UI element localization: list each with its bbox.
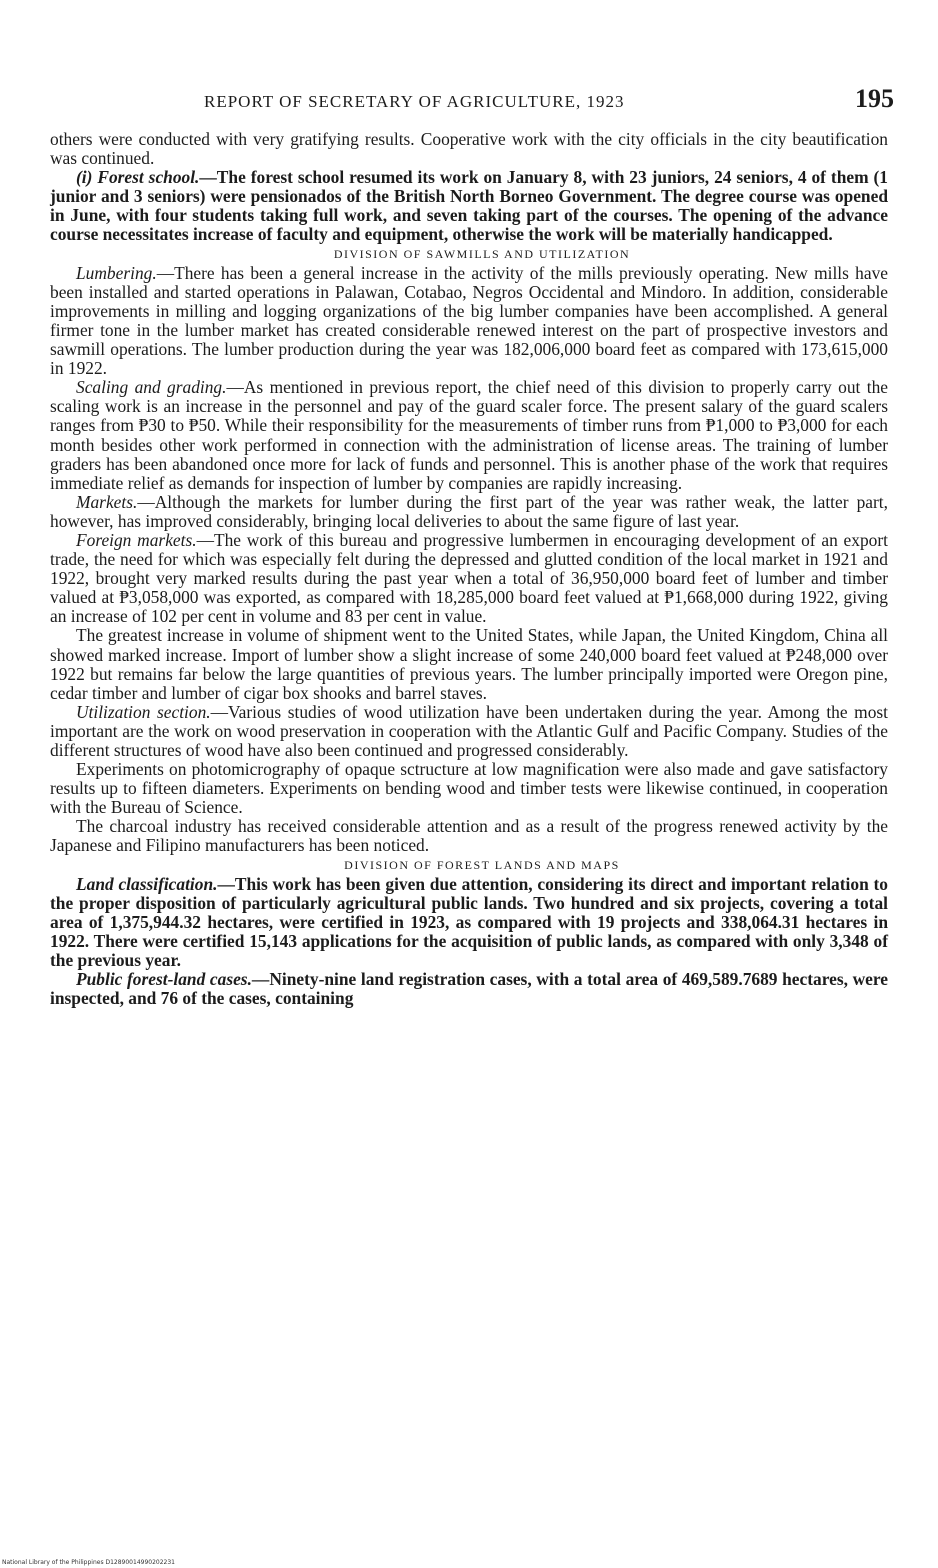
paragraph-foreign-markets: Foreign markets.—The work of this bureau and progressive lumbermen in encouraging development of an export trade, the need for which was especially felt during the depressed and glutted condition of the local market in 1921 and 1922, brought very marked results during the past year when a total of 36,950,000 board feet of lumber and timber valued at ₱3,058,000 was exported, as compared with 18,285,000 board feet valued at ₱1,668,000 during 1922, giving an increase of 102 per cent in volume and 83 per cent in value. <box>50 529 888 627</box>
scan-footer: National Library of the Philippines D12890014990202231 <box>2 1559 175 1566</box>
paragraph-markets: Markets.—Although the markets for lumber during the first part of the year was rather weak, the latter part, however, has improved considerably, bringing local deliveries to about the same figure of last year. <box>50 491 888 531</box>
running-title: REPORT OF SECRETARY OF AGRICULTURE, 1923 <box>204 92 625 111</box>
run-in-heading: Markets. <box>76 491 138 512</box>
paragraph-photomicrography: Experiments on photomicrography of opaque sctructure at low magnification were also made and gave satisfactory results up to fifteen diameters. Experiments on bending wood and timber tests were likewise continued, in cooperation with the Bureau of Science. <box>50 759 888 818</box>
paragraph-utilization: Utilization section.—Various studies of wood utilization have been undertaken during the year. Among the most important are the work on wood preservation in cooperation with the Atlantic Gulf and Pacific Company. Studies of the different structures of wood have also been continued and progressed considerably. <box>50 701 888 760</box>
run-in-heading: Utilization section. <box>76 701 211 722</box>
paragraph-charcoal: The charcoal industry has received considerable attention and as a result of the progress renewed activity by the Japanese and Filipino manufacturers has been noticed. <box>50 816 888 856</box>
section-heading-sawmills: DIVISION OF SAWMILLS AND UTILIZATION <box>333 246 631 261</box>
paragraph-lumbering: Lumbering.—There has been a general increase in the activity of the mills previously operating. New mills have been installed and started operations in Palawan, Cotabao, Negros Occidental and Mindoro. In addition, considerable improvements in milling and logging organizations of the big lumber companies have been accomplished. A general firmer tone in the lumber market has created considerable renewed interest on the part of prospective investors and sawmill operations. The lumber production during the year was 182,006,000 board feet as compared with 173,615,000 in 1922. <box>50 262 888 379</box>
paragraph-land-classification: Land classification.—This work has been given due attention, considering its direct and important relation to the proper disposition of particularly agricultural public lands. Two hundred and six projects, covering a total area of 1,375,944.32 hectares, were certified in 1923, as compared with 19 projects and 338,064.31 hectares in 1922. There were certified 15,143 applications for the acquisition of public lands, as compared with only 3,348 of the previous year. <box>50 873 888 971</box>
page-header <box>204 86 894 120</box>
run-in-heading: (i) Forest school. <box>76 167 200 188</box>
paragraph-forest-school: (i) Forest school.—The forest school resumed its work on January 8, with 23 juniors, 24 seniors, 4 of them (1 junior and 3 seniors) were pensionados of the British North Borneo Government. The degree course was opened in June, with four students taking full work, and seven taking part of the courses. The opening of the advance course necessitates increase of faculty and equipment, otherwise the work will be materially handicapped. <box>50 167 889 245</box>
run-in-heading: Foreign markets. <box>76 529 197 550</box>
run-in-heading: Lumbering. <box>76 262 157 283</box>
page-number: 195 <box>855 84 894 113</box>
run-in-heading: Land classification. <box>76 873 218 894</box>
paragraph-continued: others were conducted with very gratifying results. Cooperative work with the city officials in the city beautification was continued. <box>50 129 888 169</box>
section-heading-forest-lands: DIVISION OF FOREST LANDS AND MAPS <box>344 857 620 872</box>
paragraph-scaling-grading: Scaling and grading.—As mentioned in previous report, the chief need of this division to properly carry out the scaling work is an increase in the personnel and pay of the guard scaler force. The present salary of the guard scalers ranges from ₱30 to ₱50. While their responsibility for the measurements of timber runs from ₱1,000 to ₱3,000 for each month besides other work performed in connection with the administration of license areas. The training of lumber graders has been abandoned once more for lack of funds and personnel. This is another phase of the work that requires immediate relief as demands for inspection of lumber by companies are rapidly increasing. <box>50 377 888 493</box>
paragraph-shipments: The greatest increase in volume of shipment went to the United States, while Japan, the United Kingdom, China all showed marked increase. Import of lumber show a slight increase of some 240,000 board feet valued at ₱248,000 over 1922 but remains far below the large quantities of previous years. The lumber principally imported were Oregon pine, cedar timber and lumber of cigar box shooks and barrel staves. <box>50 625 888 703</box>
run-in-heading: Public forest-land cases. <box>76 969 252 990</box>
report-body <box>50 130 888 1008</box>
paragraph-public-forest-land: Public forest-land cases.—Ninety-nine land registration cases, with a total area of 469,589.7689 hectares, were inspected, and 76 of the cases, containing <box>50 969 889 1009</box>
run-in-heading: Scaling and grading. <box>76 377 227 398</box>
